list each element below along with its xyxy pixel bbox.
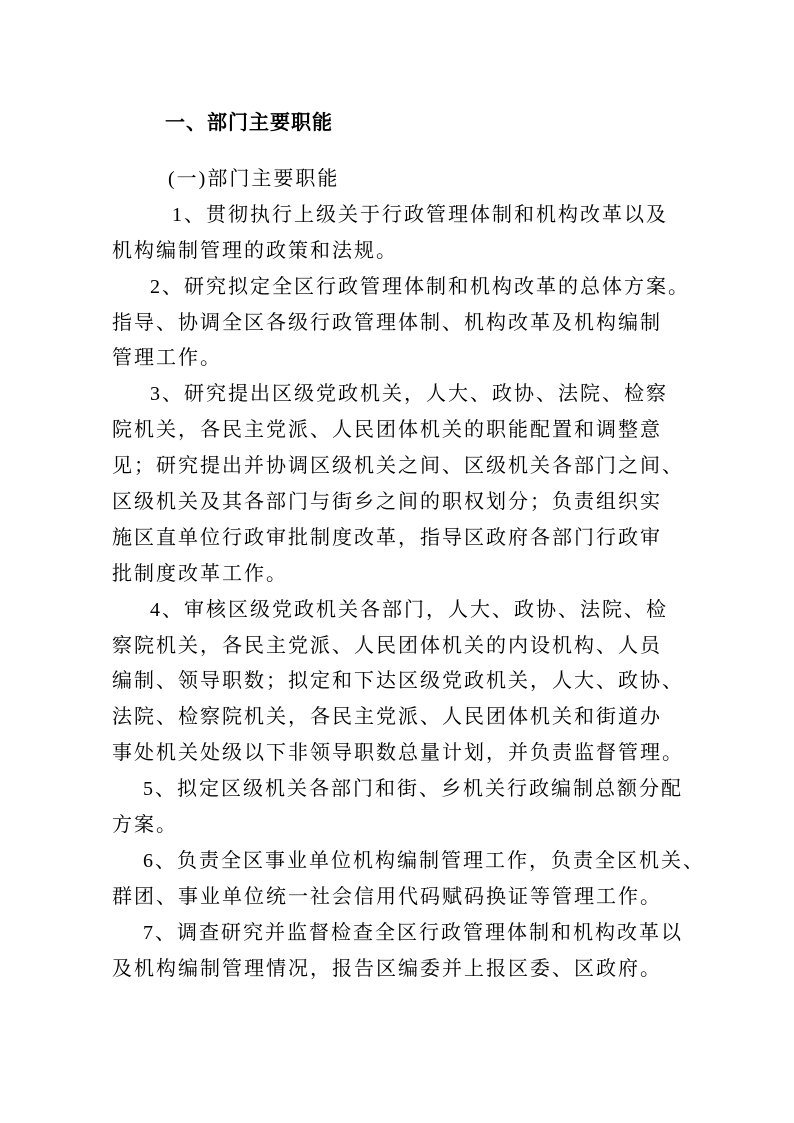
- text-line: 察院机关，各民主党派、人民团体机关的内设机构、人员: [112, 634, 662, 657]
- item-2: [112, 270, 752, 378]
- text-line: 管理工作。: [112, 347, 222, 370]
- text-line: 批制度改革工作。: [112, 562, 288, 585]
- item-6: [112, 844, 752, 916]
- text-line: 区级机关及其各部门与街乡之间的职权划分；负责组织实: [112, 491, 662, 514]
- text-line: 见；研究提出并协调区级机关之间、区级机关各部门之间、: [112, 455, 684, 478]
- text-line: 方案。: [112, 814, 178, 837]
- section-heading: 一、部门主要职能: [165, 112, 333, 134]
- text-line: 事处机关处级以下非领导职数总量计划，并负责监督管理。: [112, 742, 684, 765]
- text-line: 群团、事业单位统一社会信用代码赋码换证等管理工作。: [112, 885, 662, 908]
- text-line: 6、负责全区事业单位机构编制管理工作，负责全区机关、: [143, 849, 705, 872]
- item-7: [112, 916, 752, 988]
- text-line: 机构编制管理的政策和法规。: [112, 239, 398, 262]
- text-line: 4、审核区级党政机关各部门，人大、政协、法院、检: [150, 598, 668, 621]
- text-line: 2、研究拟定全区行政管理体制和机构改革的总体方案。: [150, 275, 690, 298]
- text-line: 施区直单位行政审批制度改革，指导区政府各部门行政审: [112, 526, 662, 549]
- text-line: 及机构编制管理情况，报告区编委并上报区委、区政府。: [112, 957, 662, 980]
- text-line: 1、贯彻执行上级关于行政管理体制和机构改革以及: [172, 203, 668, 226]
- text-line: 指导、协调全区各级行政管理体制、机构改革及机构编制: [112, 311, 662, 334]
- item-4: [112, 593, 752, 772]
- text-line: 编制、领导职数；拟定和下达区级党政机关，人大、政协、: [112, 670, 684, 693]
- item-3: [112, 377, 752, 592]
- text-line: 5、拟定区级机关各部门和街、乡机关行政编制总额分配: [143, 778, 683, 801]
- item-5: [112, 772, 752, 844]
- text-line: 法院、检察院机关，各民主党派、人民团体机关和街道办: [112, 706, 662, 729]
- text-line: 3、研究提出区级党政机关，人大、政协、法院、检察: [150, 383, 668, 406]
- text-line: 7、调查研究并监督检查全区行政管理体制和机构改革以: [143, 921, 683, 944]
- document-body: [112, 162, 752, 987]
- subsection-heading: (一)部门主要职能: [168, 168, 340, 190]
- item-1: [112, 198, 752, 270]
- text-line: 院机关，各民主党派、人民团体机关的职能配置和调整意: [112, 419, 662, 442]
